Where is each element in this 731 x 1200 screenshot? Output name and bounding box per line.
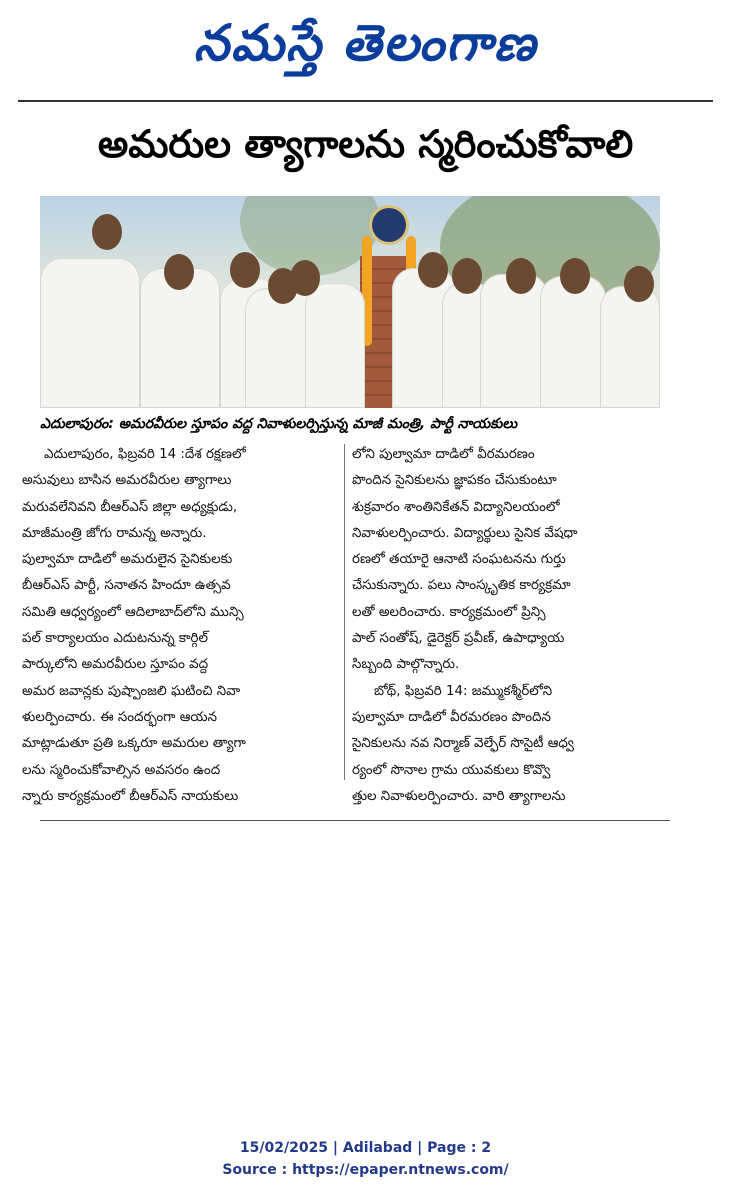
article-text-line: అమర జవాన్లకు పుష్పాంజలి ఘటించి నివా [22, 683, 241, 699]
article-text-line: మాట్లాడుతూ ప్రతి ఒక్కరూ అమరుల త్యాగా [22, 736, 246, 752]
header-divider [18, 100, 713, 102]
article-text-line: సమితి ఆధ్వర్యంలో ఆదిలాబాద్‌లోని మున్సి [22, 604, 244, 620]
article-text-line: నివాళులర్పించారు. విద్యార్థులు సైనిక వేషధా [352, 525, 578, 541]
article-text-line: బోథ్, ఫిబ్రవరి 14: జమ్ముకశ్మీర్‌లోని [374, 683, 553, 699]
article-text-line: పుల్వామా దాడిలో అమరులైన సైనికులకు [22, 552, 233, 568]
article-text-line: పొందిన సైనికులను జ్ఞాపకం చేసుకుంటూ [352, 473, 557, 489]
footer-source-link[interactable]: Source : https://epaper.ntnews.com/ [222, 1162, 509, 1178]
article-photo [40, 196, 660, 408]
article-text-line: శుక్రవారం శాంతినికేతన్ విద్యానిలయంలో [352, 499, 560, 515]
article-text-line: లతో అలరించారు. కార్యక్రమంలో ప్రిన్సి [352, 604, 546, 620]
article-text-line: బీఆర్ఎస్ పార్టీ, సనాతన హిందూ ఉత్సవ [22, 578, 231, 594]
article-text-line: చేసుకున్నారు. పలు సాంస్కృతిక కార్యక్రమా [352, 578, 571, 594]
photo-caption: ఎదులాపురం: అమరవీరుల స్తూపం వద్ద నివాళులర్పిస్తున్న మాజీ మంత్రి, పార్టీ నాయకులు [40, 416, 518, 432]
newspaper-masthead: నమస్తే తెలంగాణ [193, 13, 538, 72]
column-divider [344, 444, 345, 780]
article-text-line: మాజీమంత్రి జోగు రామన్న అన్నారు. [22, 525, 207, 541]
article-column-right [352, 442, 664, 824]
article-text-line: లను స్మరించుకోవాల్సిన అవసరం ఉంద [22, 762, 221, 778]
article-text-line: సైనికులను నవ నిర్మాణ్ వెల్ఫేర్ సొసైటీ ఆధ్వ [352, 736, 574, 752]
article-text-line: అసువులు బాసిన అమరవీరుల త్యాగాలు [22, 473, 232, 489]
footer-edition-info: 15/02/2025 | Adilabad | Page : 2 [239, 1140, 492, 1156]
page-bottom-divider [40, 820, 670, 821]
article-text-line: మరువలేనివని బీఆర్ఎస్ జిల్లా అధ్యక్షుడు, [22, 499, 238, 515]
article-text-line: న్నారు కార్యక్రమంలో బీఆర్ఎస్ నాయకులు [22, 788, 239, 804]
article-column-left [22, 442, 340, 824]
article-text-line: పార్కులోని అమరవీరుల స్తూపం వద్ద [22, 657, 209, 673]
article-headline: అమరుల త్యాగాలను స్మరించుకోవాలి [97, 122, 634, 166]
article-text-line: పుల్వామా దాడిలో వీరమరణం పొందిన [352, 709, 551, 725]
article-text-line: ర్యంలో సొనాల గ్రామ యువకులు కొవ్వొ [352, 762, 551, 778]
article-text-line: పల్ కార్యాలయం ఎదుటనున్న కార్గిల్ [22, 631, 208, 647]
article-text-line: పాల్ సంతోష్, డైరెక్టర్ ప్రవీణ్, ఉపాధ్యాయ [352, 631, 565, 647]
article-text-line: ళులర్పించారు. ఈ సందర్భంగా ఆయన [22, 709, 217, 725]
article-text-line: రణలో తయారై ఆనాటి సంఘటనను గుర్తు [352, 552, 566, 568]
article-text-line: ఎదులాపురం, ఫిబ్రవరి 14 :దేశ రక్షణలో [44, 447, 246, 462]
article-text-line: సిబ్బంది పాల్గొన్నారు. [352, 657, 460, 673]
memorial-emblem [372, 208, 406, 242]
article-text-line: త్తుల నివాళులర్పించారు. వారి త్యాగాలను [352, 788, 566, 804]
article-text-line: లోని పుల్వామా దాడిలో వీరమరణం [352, 447, 535, 462]
